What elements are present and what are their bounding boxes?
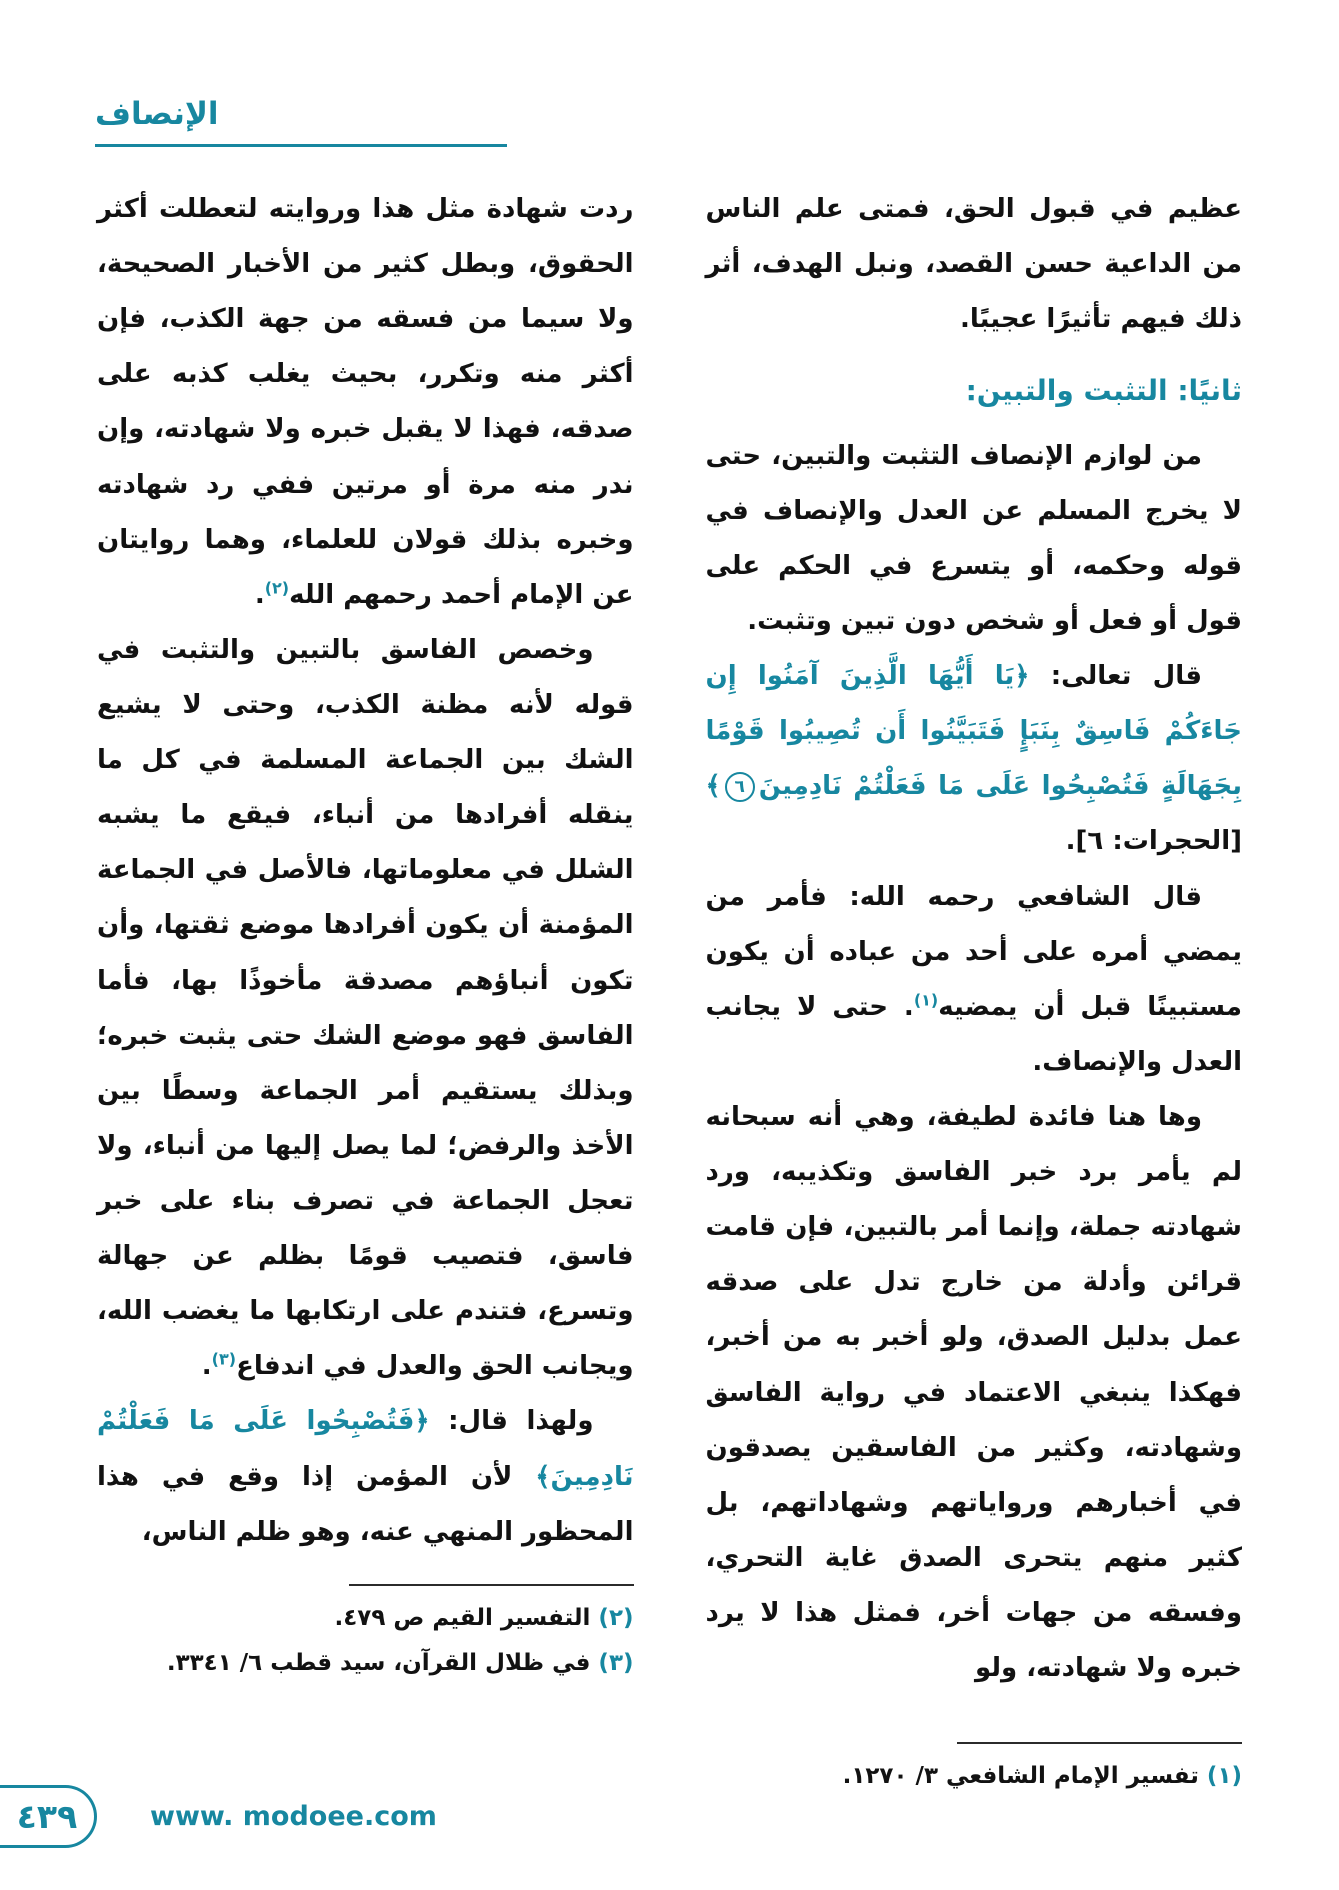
quran-verse-open-bracket: ﴿ bbox=[1014, 661, 1030, 692]
verse-intro: قال تعالى: bbox=[1029, 661, 1202, 692]
quran-verse: ﴿فَتُصْبِحُوا عَلَى مَا فَعَلْتُمْ نَادِمِينَ﴾ bbox=[97, 1406, 634, 1492]
paragraph-text: . حتى لا يجانب العدل والإنصاف. bbox=[705, 991, 1242, 1077]
paragraph-text: . bbox=[254, 579, 265, 610]
footnote-marker: (٣) bbox=[211, 1349, 237, 1369]
paragraph-text: ردت شهادة مثل هذا وروايته لتعطلت أكثر الحقوق، وبطل كثير من الأخبار الصحيحة، ولا سيما من فسقه من جهة الكذب، فإن أكثر منه وتكرر، بحيث يغلب كذبه على صدقه، فهذا لا يقبل خبره ولا شهادته، وإن ندر منه مرة أو مرتين ففي رد شهادته وخبره بذلك قولان للعلماء، وهما روايتان عن الإمام أحمد رحمهم الله bbox=[97, 194, 634, 610]
paragraph bbox=[706, 429, 1243, 649]
paragraph-text: قال الشافعي رحمه الله: فأمر من يمضي أمره على أحد من عباده أن يكون مستبينًا قبل أن يمضيه bbox=[705, 881, 1242, 1022]
footnote-number: (٢) bbox=[598, 1604, 634, 1631]
paragraph-text: . bbox=[201, 1351, 212, 1382]
paragraph bbox=[97, 623, 634, 1395]
footnote bbox=[97, 1596, 634, 1641]
footnote-marker: (٢) bbox=[264, 578, 290, 598]
footnote-divider bbox=[957, 1742, 1242, 1744]
footnote-number: (٣) bbox=[598, 1649, 634, 1676]
text-columns bbox=[97, 182, 1242, 1799]
footnote-marker: (١) bbox=[913, 990, 939, 1010]
quran-verse: يَا أَيُّهَا الَّذِينَ آمَنُوا إِن جَاءَكُمْ فَاسِقٌ بِنَبَإٍ فَتَبَيَّنُوا أَن تُصِيبُوا قَوْمًا بِجَهَالَةٍ فَتُصْبِحُوا عَلَى مَا فَعَلْتُمْ نَادِمِينَ bbox=[705, 661, 1242, 802]
paragraph-text: لأن المؤمن إذا وقع في هذا المحظور المنهي عنه، وهو ظلم الناس، bbox=[97, 1461, 634, 1547]
quran-verse-close-bracket: ﴾ bbox=[705, 771, 721, 802]
page-header-title: الإنصاف bbox=[95, 96, 219, 132]
footnote-divider bbox=[349, 1584, 634, 1586]
verse-reference: [الحجرات: ٦]. bbox=[1065, 826, 1242, 857]
quran-verse-paragraph bbox=[706, 649, 1243, 869]
column-right bbox=[706, 182, 1243, 1799]
paragraph-text: وها هنا فائدة لطيفة، وهي أنه سبحانه لم يأمر برد خبر الفاسق وتكذيبه، ورد شهادته جملة، وإنما أمر بالتبين، فإن قامت قرائن وأدلة من خارج تدل على صدقه عمل بدليل الصدق، ولو أخبر به من أخبر، فهكذا ينبغي الاعتماد في رواية الفاسق وشهادته، وكثير من الفاسقين يصدقون في أخبارهم ورواياتهم وشهاداتهم، بل كثير منهم يتحرى الصدق غاية التحري، وفسقه من جهات أخر، فمثل هذا لا يرد خبره ولا شهادته، ولو bbox=[705, 1102, 1242, 1684]
column-left bbox=[97, 182, 634, 1799]
footnote-number: (١) bbox=[1206, 1763, 1242, 1790]
ayah-number: ٦ bbox=[725, 772, 755, 802]
page-number: ٤٣٩ bbox=[16, 1797, 78, 1836]
footnotes bbox=[706, 1742, 1243, 1799]
paragraph bbox=[706, 1090, 1243, 1696]
footnote-text: في ظلال القرآن، سيد قطب ٦/ ٣٣٤١. bbox=[166, 1649, 599, 1676]
footnote bbox=[97, 1641, 634, 1686]
quran-citation-paragraph bbox=[97, 1394, 634, 1559]
paragraph bbox=[706, 182, 1243, 347]
paragraph-text: عظيم في قبول الحق، فمتى علم الناس من الداعية حسن القصد، ونبل الهدف، أثر ذلك فيهم تأثيرًا عجيبًا. bbox=[705, 194, 1242, 335]
footnotes bbox=[97, 1584, 634, 1686]
footnote-text: تفسير الإمام الشافعي ٣/ ١٢٧٠. bbox=[842, 1763, 1207, 1790]
paragraph-text: من لوازم الإنصاف التثبت والتبين، حتى لا يخرج المسلم عن العدل والإنصاف في قوله وحكمه، أو يتسرع في الحكم على قول أو فعل أو شخص دون تبين وتثبت. bbox=[705, 440, 1242, 637]
paragraph-text: ولهذا قال: bbox=[429, 1406, 594, 1437]
section-heading: ثانيًا: التثبت والتبين: bbox=[965, 374, 1242, 408]
footnote-text: التفسير القيم ص ٤٧٩. bbox=[334, 1604, 599, 1631]
page-number-badge bbox=[0, 1785, 97, 1848]
footnote bbox=[706, 1754, 1243, 1799]
paragraph-text: وخصص الفاسق بالتبين والتثبت في قوله لأنه مظنة الكذب، وحتى لا يشيع الشك بين الجماعة المسلمة في كل ما ينقله أفرادها من أنباء، فيقع ما يشبه الشلل في معلوماتها، فالأصل في الجماعة المؤمنة أن يكون أفرادها موضع ثقتها، وأن تكون أنباؤهم مصدقة مأخوذًا بها، فأما الفاسق فهو موضع الشك حتى يثبت خبره؛ وبذلك يستقيم أمر الجماعة وسطًا بين الأخذ والرفض؛ لما يصل إليها من أنباء، ولا تعجل الجماعة في تصرف بناء على خبر فاسق، فتصيب قومًا بظلم عن جهالة وتسرع، فتندم على ارتكابها ما يغضب الله، ويجانب الحق والعدل في اندفاع bbox=[97, 634, 634, 1382]
page-header bbox=[95, 96, 507, 147]
website-text: www. modoee.com bbox=[150, 1801, 437, 1832]
paragraph bbox=[97, 182, 634, 623]
paragraph bbox=[706, 870, 1243, 1090]
